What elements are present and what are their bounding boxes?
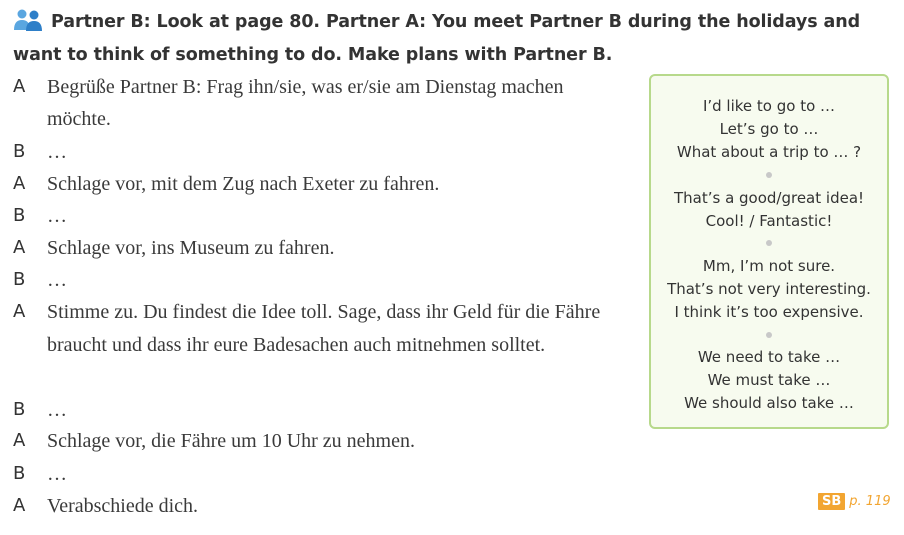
phrase: I’d like to go to … bbox=[702, 97, 836, 115]
speaker-label: B bbox=[13, 269, 26, 290]
phrase: I think it’s too expensive. bbox=[674, 303, 864, 321]
dialogue-text: Verabschiede dich. bbox=[47, 495, 199, 517]
phrase: Let’s go to … bbox=[719, 120, 819, 138]
phrase: What about a trip to … ? bbox=[676, 143, 862, 161]
speaker-label: A bbox=[13, 173, 26, 194]
speaker-label: A bbox=[13, 495, 26, 516]
sb-badge: SB bbox=[818, 493, 845, 510]
separator-dot bbox=[766, 332, 772, 338]
instruction-text: Partner B: Look at page 80. Partner A: You meet Partner B during the holidays and want to think of something to do. Make plans with Partner B. bbox=[13, 12, 861, 65]
separator-dot bbox=[766, 240, 772, 246]
speaker-label: A bbox=[13, 76, 26, 97]
dialogue-text: … bbox=[47, 141, 67, 163]
dialogue-text: Stimme zu. Du findest die Idee toll. Sage, dass ihr Geld für die Fähre braucht und dass ihr eure Badesachen auch mitnehmen solltet. bbox=[47, 301, 601, 356]
speaker-label: B bbox=[13, 141, 26, 162]
dialogue-text: … bbox=[47, 205, 67, 227]
dialogue-text: … bbox=[47, 269, 67, 291]
speaker-label: B bbox=[13, 463, 26, 484]
speaker-label: B bbox=[13, 205, 26, 226]
phrase-group-doubt bbox=[651, 255, 887, 324]
phrase: We need to take … bbox=[697, 348, 841, 366]
speaker-label: A bbox=[13, 301, 26, 322]
dialogue-text: Schlage vor, mit dem Zug nach Exeter zu fahren. bbox=[47, 173, 440, 195]
phrase: That’s not very interesting. bbox=[667, 280, 871, 298]
sb-page: p. 119 bbox=[849, 494, 891, 509]
phrase-group-agreement bbox=[651, 187, 887, 233]
student-book-reference bbox=[818, 493, 891, 510]
separator-dot bbox=[766, 172, 772, 178]
phrase-group-suggestions bbox=[651, 95, 887, 164]
dialogue-text: Schlage vor, die Fähre um 10 Uhr zu nehmen. bbox=[47, 430, 415, 452]
phrase: We must take … bbox=[707, 371, 831, 389]
speaker-label: A bbox=[13, 430, 26, 451]
dialogue-text: … bbox=[47, 399, 67, 421]
phrase: Mm, I’m not sure. bbox=[702, 257, 836, 275]
phrase: Cool! / Fantastic! bbox=[705, 212, 833, 230]
speaker-label: B bbox=[13, 399, 26, 420]
dialogue-text: Begrüße Partner B: Frag ihn/sie, was er/sie am Dienstag machen möchte. bbox=[47, 76, 564, 130]
dialogue-text: Schlage vor, ins Museum zu fahren. bbox=[47, 237, 335, 259]
task-instruction bbox=[13, 6, 893, 72]
phrase: We should also take … bbox=[684, 394, 854, 412]
partner-pair-icon bbox=[13, 8, 45, 32]
phrase-group-packing bbox=[651, 346, 887, 415]
useful-phrases-box bbox=[649, 74, 889, 429]
speaker-label: A bbox=[13, 237, 26, 258]
phrase: That’s a good/great idea! bbox=[673, 189, 865, 207]
dialogue-text: … bbox=[47, 463, 67, 485]
